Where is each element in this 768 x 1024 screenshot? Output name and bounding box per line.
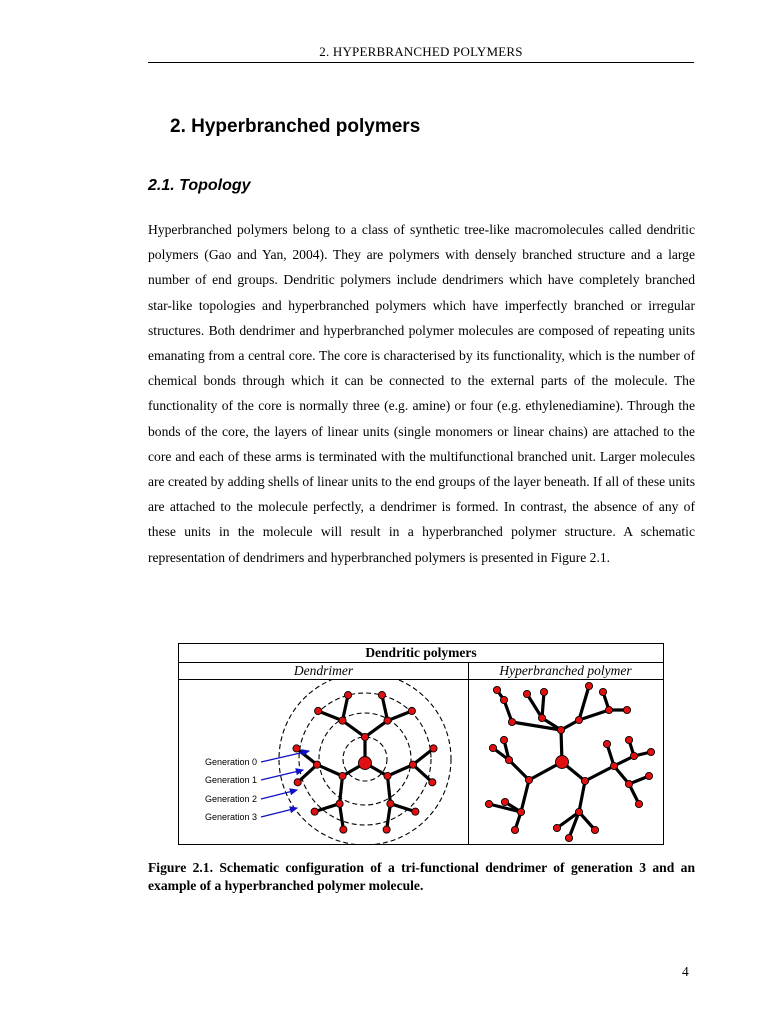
dendrimer-node	[315, 707, 322, 714]
hyperbranched-node	[625, 736, 632, 743]
dendrimer-node	[340, 826, 347, 833]
hyperbranched-node	[610, 762, 617, 769]
dendrimer-node	[293, 745, 300, 752]
hyperbranched-node	[635, 800, 642, 807]
hyperbranched-node	[485, 800, 492, 807]
hyperbranched-node	[647, 748, 654, 755]
dendrimer-node	[387, 800, 394, 807]
hyperbranched-node	[493, 686, 500, 693]
dendrimer-node	[409, 761, 416, 768]
hyperbranched-node	[500, 736, 507, 743]
hyperbranched-node	[508, 718, 515, 725]
dendrimer-bond	[365, 721, 388, 737]
dendrimer-node	[412, 808, 419, 815]
hyperbranched-node	[540, 688, 547, 695]
dendrimer-node	[378, 691, 385, 698]
dendrimer-diagram	[179, 680, 467, 844]
generation-2-label: Generation 2	[205, 794, 258, 804]
dendrimer-node	[408, 707, 415, 714]
section-title: 2.1. Topology	[148, 177, 251, 194]
dendrimer-label: Dendrimer	[179, 662, 469, 680]
hyperbranched-bond	[509, 760, 529, 780]
dendrimer-node	[359, 757, 372, 770]
body-paragraph: Hyperbranched polymers belong to a class of synthetic tree-like macromolecules called dendritic polymers (Gao and Yan, 2004). They are polymers with densely branched structure and a large number of end groups. Dendritic polymers include dendrimers which have completely branched star-like topologies and hyperbranched polymers which have imperfectly branched or irregular structures. Both dendrimer and hyperbranched polymer molecules are composed of repeating units emanating from a central core. The core is characterised by its functionality, which is the number of chemical bonds through which it can be connected to the external parts of the molecule. The functionality of the core is normally three (e.g. amine) or four (e.g. ethylenediamine). Through the bonds of the core, the layers of linear units (single monomers or linear chains) are attached to the core and each of these arms is terminated with the multifunctional branched unit. Larger molecules are created by adding shells of linear units to the end groups of the layer beneath. If all of these units are attached to the molecule perfectly, a dendrimer is formed. In contrast, the absence of any of these units in the molecule will result in a hyperbranched polymer structure. A schematic representation of dendrimers and hyperbranched polymers is presented in Figure 2.1.	[148, 222, 695, 565]
hyperbranched-node	[501, 798, 508, 805]
generation-arrow-3	[261, 808, 297, 817]
hyperbranched-node	[585, 682, 592, 689]
hyperbranched-node	[505, 756, 512, 763]
page-number: 4	[682, 964, 689, 979]
hyperbranched-bond	[521, 780, 529, 812]
figure-2-1	[178, 643, 664, 845]
dendrimer-node	[384, 717, 391, 724]
dendrimer-node	[429, 779, 436, 786]
dendrimer-node	[430, 745, 437, 752]
dendrimer-node	[384, 772, 391, 779]
dendrimer-node	[311, 808, 318, 815]
hyperbranched-node	[538, 714, 545, 721]
dendrimer-node	[344, 691, 351, 698]
hyperbranched-node	[625, 780, 632, 787]
figure-title: Dendritic polymers	[365, 645, 477, 660]
generation-arrow-0	[261, 751, 309, 762]
hyperbranched-bond	[527, 694, 542, 718]
dendrimer-node	[339, 772, 346, 779]
hyperbranched-node	[575, 808, 582, 815]
hyperbranched-bond	[579, 710, 609, 720]
dendrimer-node	[313, 761, 320, 768]
dendrimer-node	[361, 733, 368, 740]
hyperbranched-node	[630, 752, 637, 759]
hyperbranched-node	[489, 744, 496, 751]
generation-arrow-2	[261, 790, 297, 799]
generation-3-label: Generation 3	[205, 812, 258, 822]
hyperbranched-node	[523, 690, 530, 697]
hyperbranched-node	[581, 777, 588, 784]
figure-caption: Figure 2.1. Schematic configuration of a tri-functional dendrimer of generation 3 and an example of a hyperbranched polymer molecule.	[148, 860, 695, 893]
hyperbranched-node	[605, 706, 612, 713]
hyperbranched-node	[591, 826, 598, 833]
hyperbranched-node	[511, 826, 518, 833]
hyperbranched-node	[553, 824, 560, 831]
generation-1-label: Generation 1	[205, 775, 258, 785]
hyperbranched-label: Hyperbranched polymer	[468, 662, 663, 680]
hyperbranched-node	[623, 706, 630, 713]
hyperbranched-node	[517, 808, 524, 815]
generation-arrows	[261, 751, 309, 817]
hyperbranched-node	[557, 726, 564, 733]
hyperbranched-diagram	[469, 680, 663, 844]
dendrimer-node	[336, 800, 343, 807]
hyperbranched-bond	[579, 781, 585, 812]
header-rule	[148, 62, 694, 63]
hyperbranched-node	[575, 716, 582, 723]
hyperbranched-node	[645, 772, 652, 779]
dendrimer-node	[339, 717, 346, 724]
hyperbranched-node	[525, 776, 532, 783]
chapter-title: 2. Hyperbranched polymers	[170, 116, 421, 137]
dendrimer-bond	[388, 776, 391, 804]
running-header: 2. HYPERBRANCHED POLYMERS	[319, 44, 523, 59]
hyperbranched-bond	[579, 686, 589, 720]
hyperbranched-node	[565, 834, 572, 841]
dendrimer-node	[294, 779, 301, 786]
hyperbranched-node	[599, 688, 606, 695]
dendrimer-bond	[340, 776, 343, 804]
hyperbranched-node	[603, 740, 610, 747]
hyperbranched-bond	[585, 766, 614, 781]
hyperbranched-node	[556, 756, 569, 769]
dendrimer-node	[383, 826, 390, 833]
hyperbranched-node	[500, 696, 507, 703]
dendrimer-bond	[342, 721, 365, 737]
generation-0-label: Generation 0	[205, 757, 258, 767]
